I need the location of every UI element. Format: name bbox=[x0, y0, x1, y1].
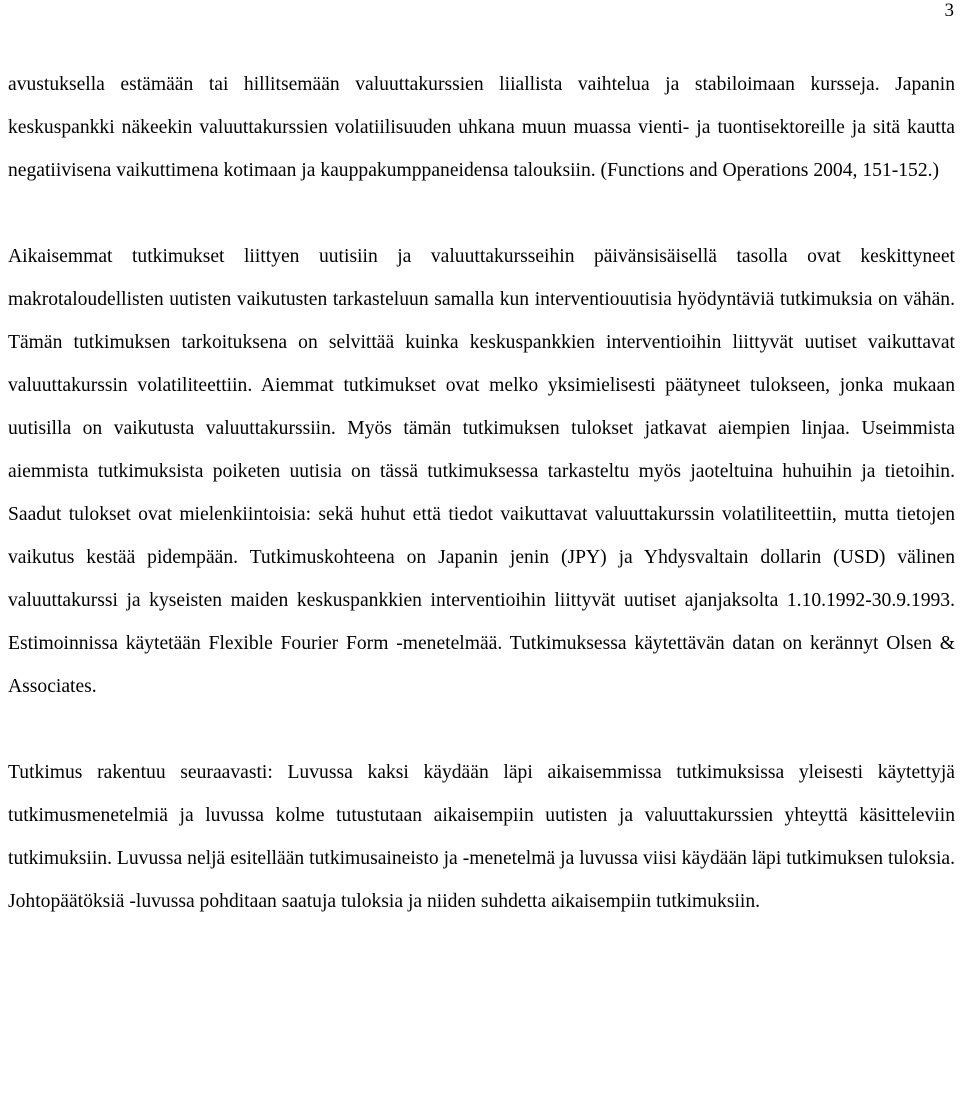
document-body bbox=[8, 63, 955, 923]
paragraph-structure: Tutkimus rakentuu seuraavasti: Luvussa kaksi käydään läpi aikaisemmissa tutkimuksissa yleisesti käytettyjä tutkimusmenetelmiä ja luvussa kolme tutustutaan aikaisempiin uutisten ja valuuttakurssien yhteyttä käsitteleviin tutkimuksiin. Luvussa neljä esitellään tutkimusaineisto ja -menetelmä ja luvussa viisi käydään läpi tutkimuksen tuloksia. Johtopäätöksiä -luvussa pohditaan saatuja tuloksia ja niiden suhdetta aikaisempiin tutkimuksiin. bbox=[8, 762, 955, 912]
paragraph-previous-research: Aikaisemmat tutkimukset liittyen uutisiin ja valuuttakursseihin päivänsisäisellä tasolla ovat keskittyneet makrotaloudellisten uutisten vaikutusten tarkasteluun samalla kun interventiouutisia hyödyntäviä tutkimuksia on vähän. Tämän tutkimuksen tarkoituksena on selvittää kuinka keskuspankkien interventioihin liittyvät uutiset vaikuttavat valuuttakurssin volatiliteettiin. Aiemmat tutkimukset ovat melko yksimielisesti päätyneet tulokseen, jonka mukaan uutisilla on vaikutusta valuuttakurssiin. Myös tämän tutkimuksen tulokset jatkavat aiempien linjaa. Useimmista aiemmista tutkimuksista poiketen uutisia on tässä tutkimuksessa tarkasteltu myös jaoteltuina huhuihin ja tietoihin. Saadut tulokset ovat mielenkiintoisia: sekä huhut että tiedot vaikuttavat valuuttakurssin volatiliteettiin, mutta tietojen vaikutus kestää pidempään. Tutkimuskohteena on Japanin jenin (JPY) ja Yhdysvaltain dollarin (USD) välinen valuuttakurssi ja kyseisten maiden keskuspankkien interventioihin liittyvät uutiset ajanjaksolta 1.10.1992-30.9.1993. Estimoinnissa käytetään Flexible Fourier Form -menetelmää. Tutkimuksessa käytettävän datan on kerännyt Olsen & Associates. bbox=[8, 246, 955, 697]
paragraph-intro-continuation: avustuksella estämään tai hillitsemään valuuttakurssien liiallista vaihtelua ja stabiloimaan kursseja. Japanin keskuspankki näkeekin valuuttakurssien volatiilisuuden uhkana muun muassa vienti- ja tuontisektoreille ja sitä kautta negatiivisena vaikuttimena kotimaan ja kauppakumppaneidensa talouksiin. (Functions and Operations 2004, 151-152.) bbox=[8, 74, 955, 181]
page-number: 3 bbox=[944, 0, 954, 21]
